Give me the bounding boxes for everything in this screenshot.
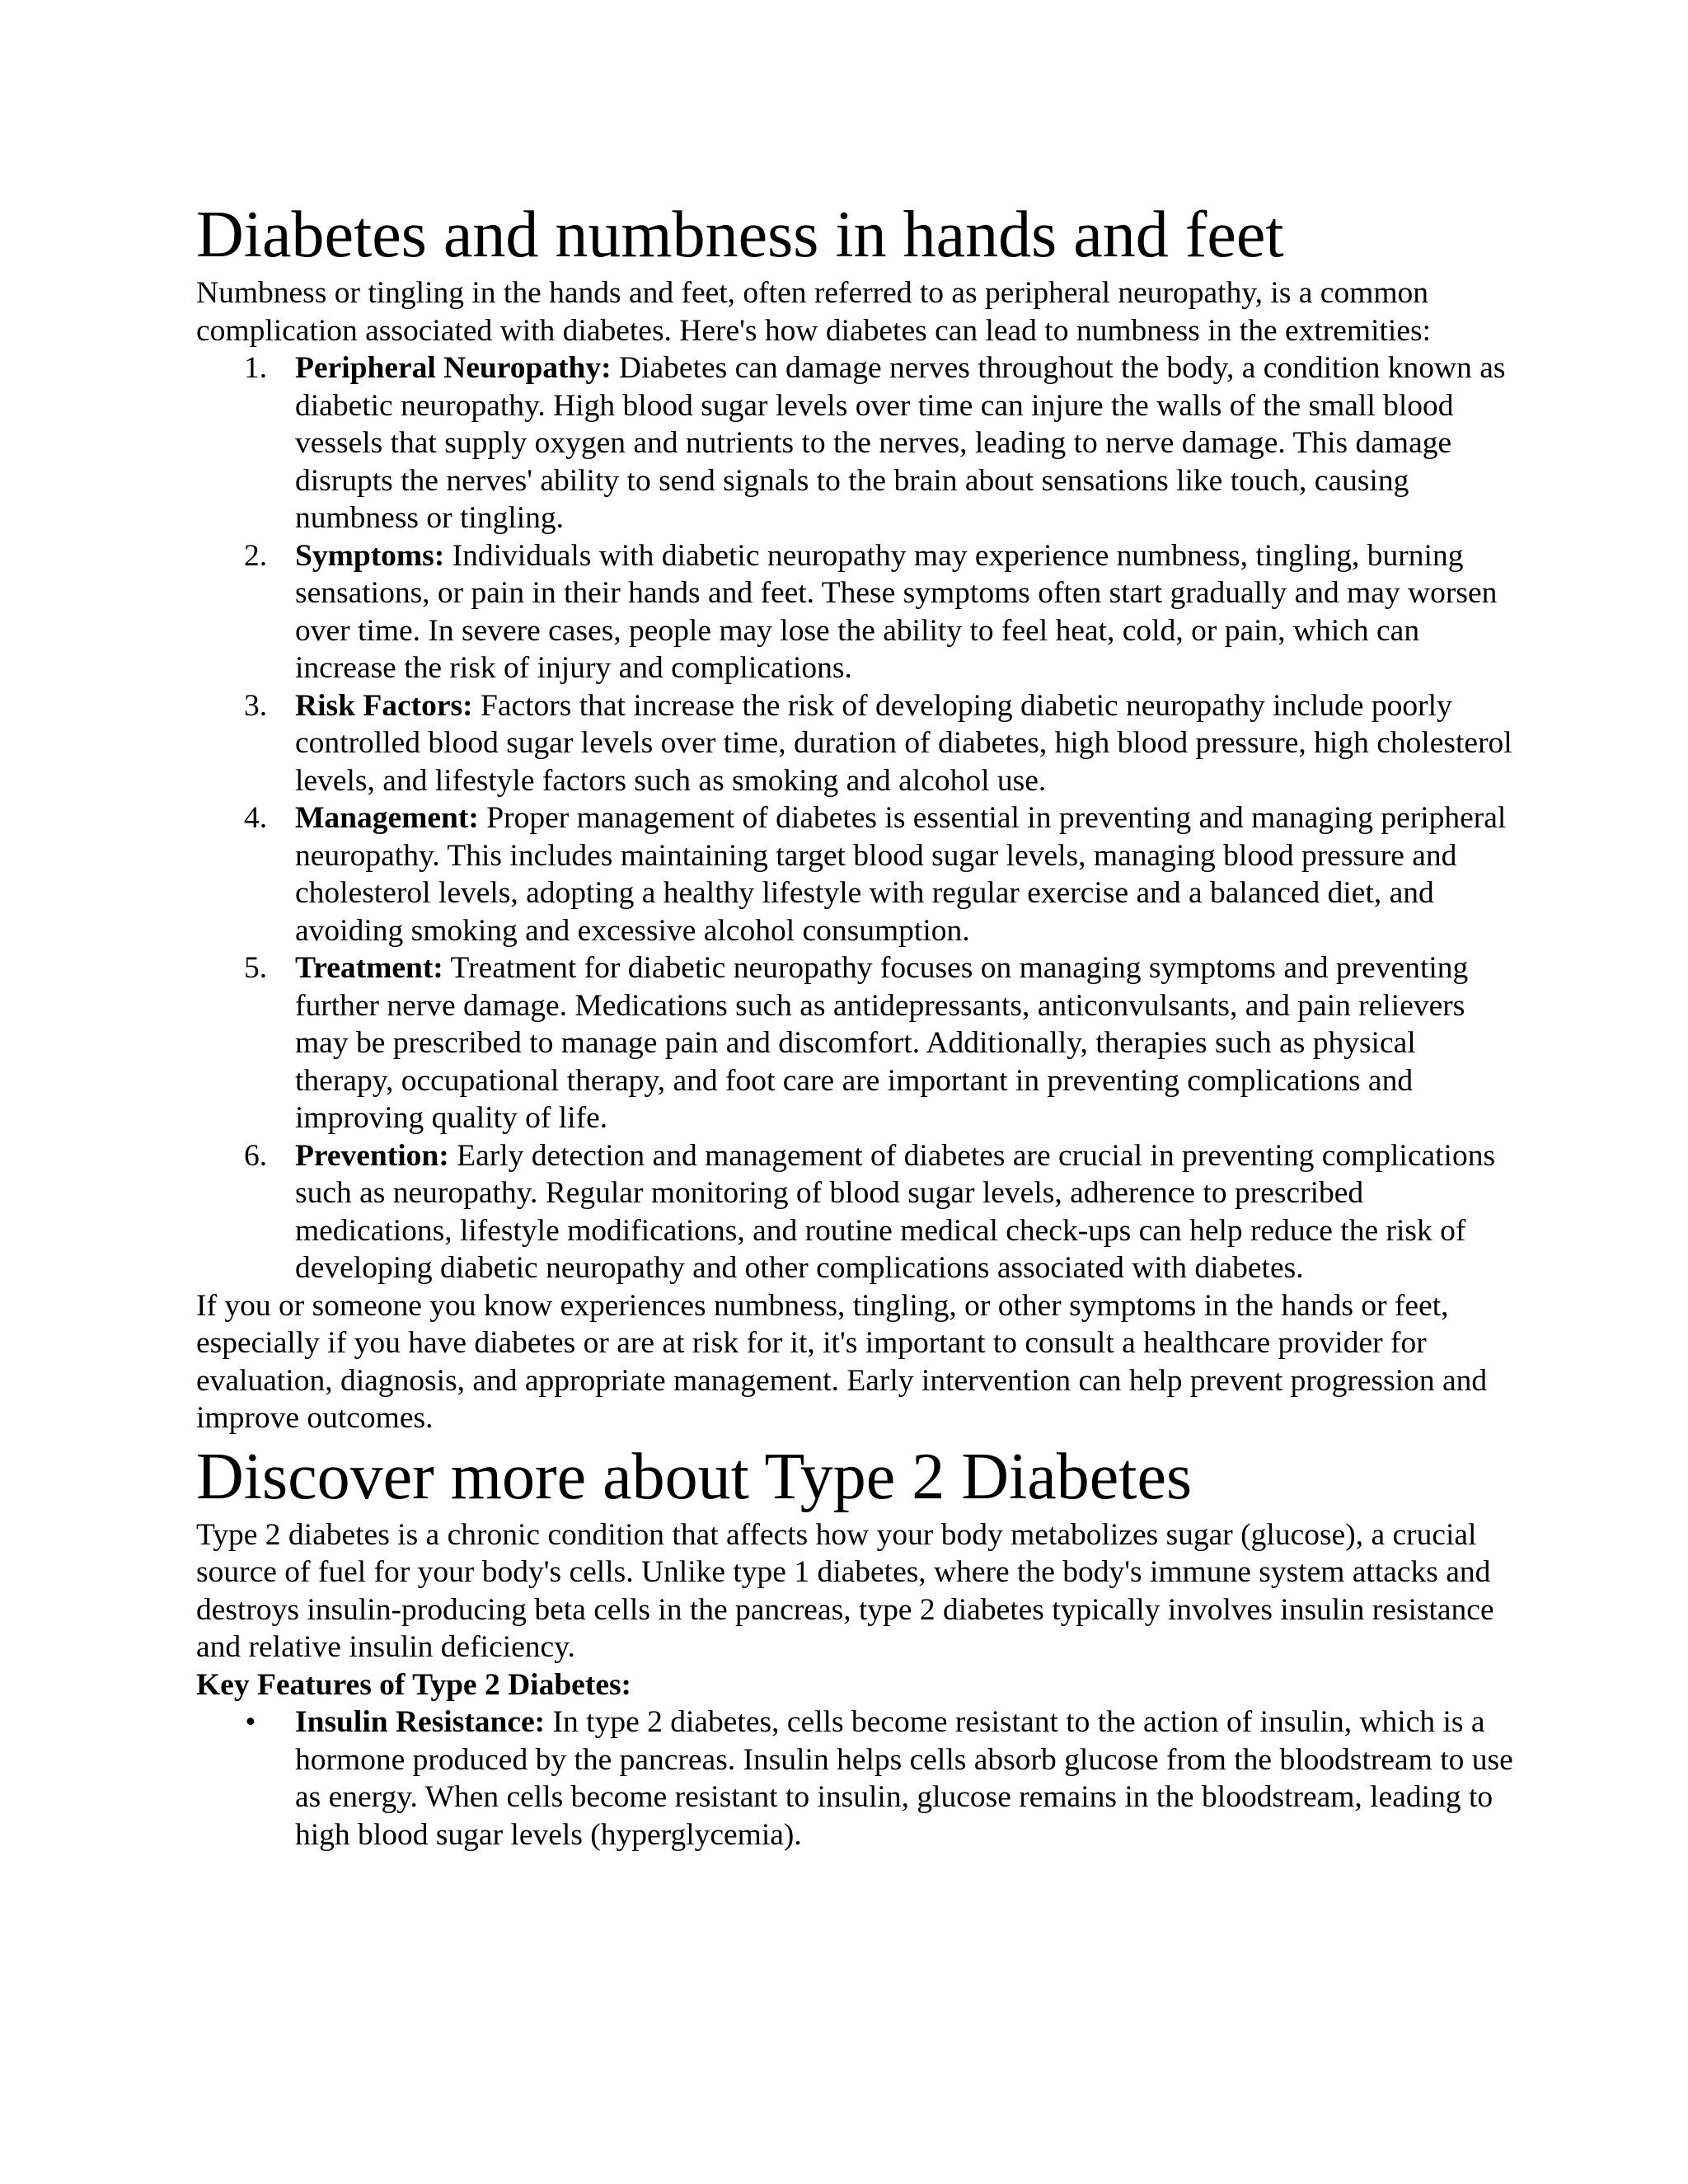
list-item bbox=[196, 687, 1515, 800]
bullet-item bbox=[196, 1704, 1515, 1854]
list-item-term: Risk Factors: bbox=[295, 688, 473, 723]
list-item-term: Prevention: bbox=[295, 1138, 449, 1173]
list-item-term: Treatment: bbox=[295, 951, 443, 985]
list-item bbox=[196, 799, 1515, 949]
bullet-item-text: In type 2 diabetes, cells become resistant to the action of insulin, which is a hormone produced by the pancreas. Insulin helps cells absorb glucose from the bloodstream to use as energy. When cells become resistant to insulin, glucose remains in the bloodstream, leading to high blood sugar levels (hyperglycemia). bbox=[295, 1705, 1513, 1852]
bullet-list bbox=[196, 1704, 1515, 1854]
list-item-text: Proper management of diabetes is essential in preventing and managing peripheral neuropathy. This includes maintaining target blood sugar levels, managing blood pressure and cholesterol levels, adopting a healthy lifestyle with regular exercise and a balanced diet, and avoiding smoking and excessive alcohol consumption. bbox=[295, 801, 1507, 948]
list-item-number: 6. bbox=[244, 1138, 268, 1173]
list-item-number: 4. bbox=[244, 801, 268, 835]
list-item bbox=[196, 349, 1515, 537]
list-item-number: 3. bbox=[244, 688, 268, 723]
page-title: Diabetes and numbness in hands and feet bbox=[196, 199, 1284, 271]
list-item-number: 2. bbox=[244, 538, 268, 573]
list-item-term: Symptoms: bbox=[295, 538, 445, 573]
list-item bbox=[196, 537, 1515, 687]
list-item bbox=[196, 1137, 1515, 1287]
type2-intro-paragraph: Type 2 diabetes is a chronic condition that affects how your body metabolizes sugar (glucose), a crucial source of fuel for your body's cells. Unlike type 1 diabetes, where the body's immune system attacks and destroys insulin-producing beta cells in the pancreas, type 2 diabetes typically involves insulin resistance and relative insulin deficiency. bbox=[196, 1517, 1494, 1664]
list-item-text: Individuals with diabetic neuropathy may experience numbness, tingling, burning sensations, or pain in their hands and feet. These symptoms often start gradually and may worsen over time. In severe cases, people may lose the ability to feel heat, cold, or pain, which can increase the risk of injury and complications. bbox=[295, 538, 1498, 685]
list-item-number: 5. bbox=[244, 951, 268, 985]
bullet-item-term: Insulin Resistance: bbox=[295, 1705, 546, 1739]
section-heading: Discover more about Type 2 Diabetes bbox=[196, 1440, 1193, 1513]
list-item-text: Factors that increase the risk of developing diabetic neuropathy include poorly controlled blood sugar levels over time, duration of diabetes, high blood pressure, high cholesterol levels, and lifestyle factors such as smoking and alcohol use. bbox=[295, 688, 1512, 798]
numbered-list bbox=[196, 349, 1515, 1287]
list-item-term: Peripheral Neuropathy: bbox=[295, 351, 612, 385]
list-item-text: Treatment for diabetic neuropathy focuses on managing symptoms and preventing further nerve damage. Medications such as antidepressants, anticonvulsants, and pain relievers may be prescribed to manage pain and discomfort. Additionally, therapies such as physical therapy, occupational therapy, and foot care are important in preventing complications and improving quality of life. bbox=[295, 951, 1469, 1135]
document-page bbox=[196, 195, 1515, 1854]
list-item-term: Management: bbox=[295, 801, 479, 835]
list-item-text: Early detection and management of diabetes are crucial in preventing complications such as neuropathy. Regular monitoring of blood sugar levels, adherence to prescribed medications, lifestyle modifications, and routine medical check-ups can help reduce the risk of developing diabetic neuropathy and other complications associated with diabetes. bbox=[295, 1138, 1496, 1285]
subheading bbox=[196, 1666, 1515, 1704]
list-item-text: Diabetes can damage nerves throughout the body, a condition known as diabetic neuropathy. High blood sugar levels over time can injure the walls of the small blood vessels that supply oxygen and nutrients to the nerves, leading to nerve damage. This damage disrupts the nerves' ability to send signals to the brain about sensations like touch, causing numbness or tingling. bbox=[295, 351, 1506, 535]
bullet-icon: • bbox=[245, 1705, 256, 1739]
closing-paragraph: If you or someone you know experiences numbness, tingling, or other symptoms in the hands or feet, especially if you have diabetes or are at risk for it, it's important to consult a healthcare provider for evaluation, diagnosis, and appropriate management. Early intervention can help prevent progression and improve outcomes. bbox=[196, 1288, 1488, 1435]
list-item-number: 1. bbox=[244, 351, 268, 385]
subheading-text: Key Features of Type 2 Diabetes: bbox=[196, 1667, 632, 1702]
intro-paragraph: Numbness or tingling in the hands and feet, often referred to as peripheral neuropathy, is a common complication associated with diabetes. Here's how diabetes can lead to numbness in the extremities: bbox=[196, 276, 1431, 348]
list-item bbox=[196, 949, 1515, 1137]
